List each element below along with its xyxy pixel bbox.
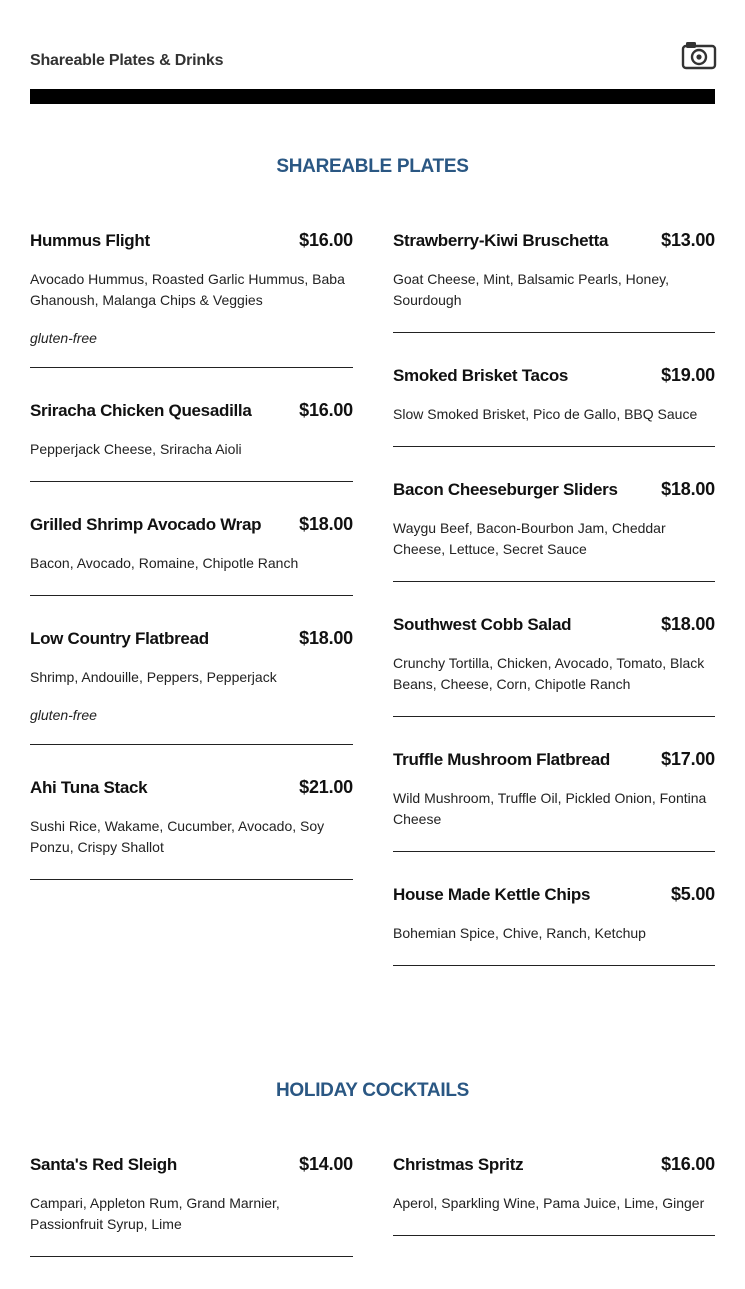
item-name: Hummus Flight <box>30 231 150 250</box>
item-price: $14.00 <box>299 1154 353 1174</box>
menu-item <box>30 400 353 482</box>
item-description: Aperol, Sparkling Wine, Pama Juice, Lime, Ginger <box>393 1195 705 1211</box>
item-price: $16.00 <box>299 400 353 420</box>
item-price: $13.00 <box>661 230 715 250</box>
item-name: Bacon Cheeseburger Sliders <box>393 480 618 499</box>
item-price: $18.00 <box>661 614 715 634</box>
item-price: $17.00 <box>661 749 715 769</box>
menu-column-left <box>30 1154 353 1289</box>
item-name: Strawberry-Kiwi Bruschetta <box>393 231 609 250</box>
section-shareable-plates <box>30 230 715 998</box>
item-name: Christmas Spritz <box>393 1155 524 1174</box>
item-price: $21.00 <box>299 777 353 797</box>
menu-item <box>393 884 715 966</box>
item-description: Crunchy Tortilla, Chicken, Avocado, Tomato, Black Beans, Cheese, Corn, Chipotle Ranch <box>393 655 705 692</box>
item-name: Sriracha Chicken Quesadilla <box>30 401 252 420</box>
menu-item <box>30 777 353 880</box>
item-name: House Made Kettle Chips <box>393 885 591 904</box>
menu-item <box>393 479 715 582</box>
menu-item <box>30 514 353 596</box>
menu-item <box>393 749 715 852</box>
item-price: $18.00 <box>299 514 353 534</box>
item-price: $18.00 <box>299 628 353 648</box>
menu-item <box>393 1154 715 1236</box>
item-description: Goat Cheese, Mint, Balsamic Pearls, Honey, Sourdough <box>393 271 669 308</box>
item-name: Truffle Mushroom Flatbread <box>393 750 610 769</box>
menu-column-left <box>30 230 353 998</box>
item-description: Avocado Hummus, Roasted Garlic Hummus, Baba Ghanoush, Malanga Chips & Veggies <box>30 271 345 308</box>
header-divider-bar <box>30 89 715 104</box>
item-price: $18.00 <box>661 479 715 499</box>
item-name: Smoked Brisket Tacos <box>393 366 569 385</box>
item-description: Bohemian Spice, Chive, Ranch, Ketchup <box>393 925 646 941</box>
menu-item <box>393 365 715 447</box>
item-description: Waygu Beef, Bacon-Bourbon Jam, Cheddar Cheese, Lettuce, Secret Sauce <box>393 520 666 557</box>
menu-item <box>393 614 715 717</box>
header <box>30 0 715 90</box>
menu-item <box>30 1154 353 1257</box>
item-tag: gluten-free <box>30 707 97 723</box>
item-price: $16.00 <box>299 230 353 250</box>
item-description: Bacon, Avocado, Romaine, Chipotle Ranch <box>30 555 299 571</box>
menu-item <box>30 230 353 368</box>
item-price: $16.00 <box>661 1154 715 1174</box>
item-description: Shrimp, Andouille, Peppers, Pepperjack <box>30 669 277 685</box>
item-name: Low Country Flatbread <box>30 629 209 648</box>
menu-column-right <box>393 1154 715 1289</box>
section-title-shareable-plates: SHAREABLE PLATES <box>276 156 469 177</box>
menu-column-right <box>393 230 715 998</box>
item-name: Santa's Red Sleigh <box>30 1155 177 1174</box>
item-name: Grilled Shrimp Avocado Wrap <box>30 515 262 534</box>
item-price: $5.00 <box>670 884 715 904</box>
item-description: Wild Mushroom, Truffle Oil, Pickled Onion, Fontina Cheese <box>393 790 707 827</box>
item-name: Southwest Cobb Salad <box>393 615 572 634</box>
section-holiday-cocktails <box>30 1154 715 1289</box>
camera-icon[interactable] <box>681 40 717 70</box>
item-description: Pepperjack Cheese, Sriracha Aioli <box>30 441 242 457</box>
item-description: Sushi Rice, Wakame, Cucumber, Avocado, Soy Ponzu, Crispy Shallot <box>30 818 325 855</box>
menu-item <box>30 628 353 745</box>
item-tag: gluten-free <box>30 330 97 346</box>
item-description: Campari, Appleton Rum, Grand Marnier, Passionfruit Syrup, Lime <box>30 1195 280 1232</box>
item-description: Slow Smoked Brisket, Pico de Gallo, BBQ Sauce <box>393 406 698 422</box>
page-title: Shareable Plates & Drinks <box>30 52 224 69</box>
menu-item <box>393 230 715 333</box>
item-price: $19.00 <box>661 365 715 385</box>
item-name: Ahi Tuna Stack <box>30 778 148 797</box>
section-title-holiday-cocktails: HOLIDAY COCKTAILS <box>275 1080 469 1101</box>
